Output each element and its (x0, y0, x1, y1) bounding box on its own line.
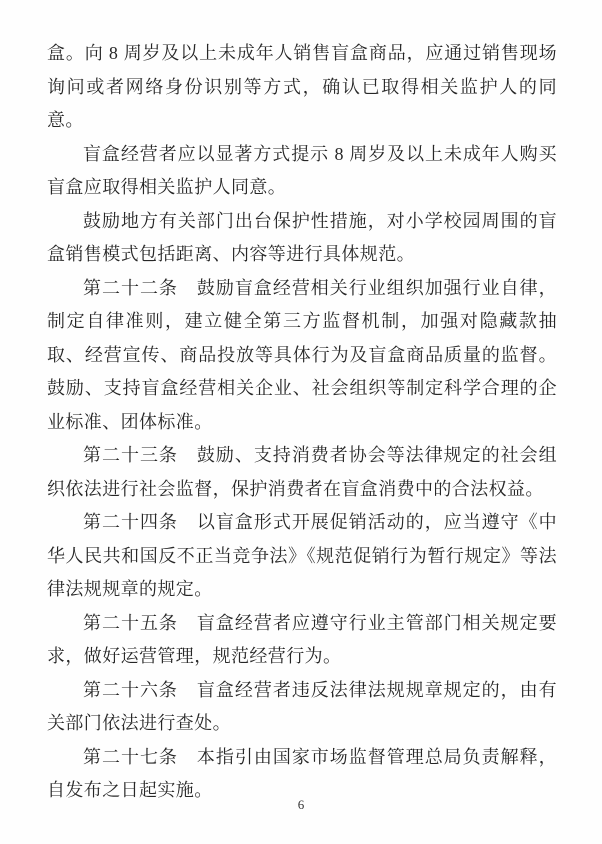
paragraph: 鼓励地方有关部门出台保护性措施，对小学校园周围的盲盒销售模式包括距离、内容等进行具体规范。 (47, 210, 557, 264)
page-number: 6 (297, 797, 305, 812)
document-body (47, 37, 557, 808)
paragraph-article-26: 第二十六条 盲盒经营者违反法律法规规章规定的，由有关部门依法进行查处。 (47, 679, 557, 733)
paragraph-article-27: 第二十七条 本指引由国家市场监督管理总局负责解释，自发布之日起实施。 (47, 746, 557, 800)
paragraph-article-22: 第二十二条 鼓励盲盒经营相关行业组织加强行业自律，制定自律准则，建立健全第三方监督机制，加强对隐藏款抽取、经营宣传、商品投放等具体行为及盲盒商品质量的监督。鼓励、支持盲盒经营相关企业、社会组织等制定科学合理的企业标准、团体标准。 (47, 277, 557, 432)
paragraph-article-23: 第二十三条 鼓励、支持消费者协会等法律规定的社会组织依法进行社会监督，保护消费者在盲盒消费中的合法权益。 (47, 445, 557, 499)
paragraph-continuation: 盒。向 8 周岁及以上未成年人销售盲盒商品，应通过销售现场询问或者网络身份识别等方式，确认已取得相关监护人的同意。 (47, 43, 557, 130)
page-footer (0, 796, 602, 814)
paragraph: 盲盒经营者应以显著方式提示 8 周岁及以上未成年人购买盲盒应取得相关监护人同意。 (47, 143, 557, 197)
paragraph-article-25: 第二十五条 盲盒经营者应遵守行业主管部门相关规定要求，做好运营管理，规范经营行为。 (47, 612, 557, 666)
paragraph-article-24: 第二十四条 以盲盒形式开展促销活动的，应当遵守《中华人民共和国反不正当竞争法》《规范促销行为暂行规定》等法律法规规章的规定。 (47, 512, 557, 599)
